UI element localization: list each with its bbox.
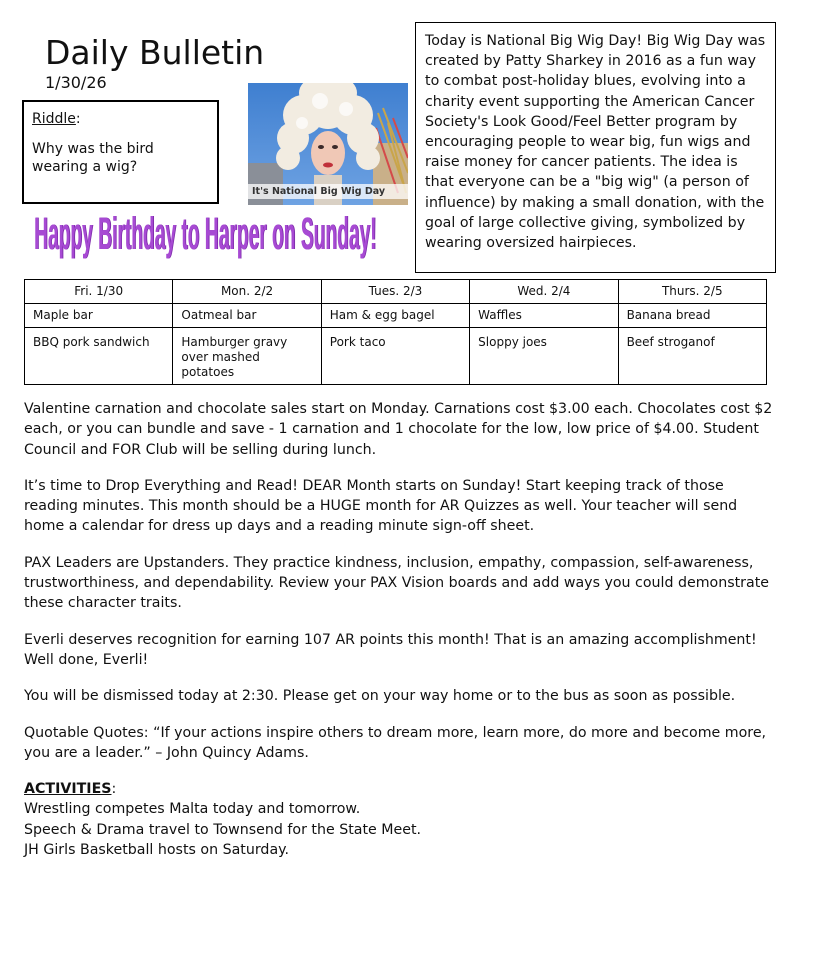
menu-cell: Oatmeal bar (173, 304, 321, 328)
menu-cell: Waffles (470, 304, 618, 328)
activities-heading: ACTIVITIES (24, 781, 112, 798)
activities-heading-colon: : (111, 781, 117, 798)
activities-section (24, 779, 776, 860)
announcement-paragraph: You will be dismissed today at 2:30. Please get on your way home or to the bus as soon as possible. (24, 688, 736, 705)
announcement-paragraph: It’s time to Drop Everything and Read! DEAR Month starts on Sunday! Start keeping track of those reading minutes. This month should be a HUGE month for AR Quizzes as well. Your teacher will send home a calendar for dress up days and a reading minute sign-off sheet. (24, 477, 738, 535)
photo-caption: It's National Big Wig Day (248, 184, 408, 199)
lunch-menu-table (24, 279, 767, 385)
activity-item: JH Girls Basketball hosts on Saturday. (24, 842, 290, 859)
activity-item: Speech & Drama travel to Townsend for the State Meet. (24, 821, 422, 838)
menu-breakfast-row (25, 304, 767, 328)
menu-cell: Ham & egg bagel (321, 304, 469, 328)
menu-header-row (25, 280, 767, 304)
menu-cell: Maple bar (25, 304, 173, 328)
announcement-paragraph: Everli deserves recognition for earning 107 AR points this month! That is an amazing accomplishment! Well done, Everli! (24, 631, 757, 668)
riddle-heading: Riddle (32, 111, 76, 127)
menu-day-header: Fri. 1/30 (25, 280, 173, 304)
announcement-paragraph: PAX Leaders are Upstanders. They practice kindness, inclusion, empathy, compassion, self-awareness, trustworthiness, and dependability. Review your PAX Vision boards and add ways you could demonstrate these character traits. (24, 554, 769, 612)
menu-lunch-row (25, 328, 767, 385)
big-wig-day-box: Today is National Big Wig Day! Big Wig Day was created by Patty Sharkey in 2016 as a fun way to combat post-holiday blues, evolving into a charity event supporting the American Cancer Society's Look Good/Feel Better program by encouraging people to wear big, fun wigs and raise money for cancer patients. The idea is that everyone can be a "big wig" (a person of influence) by making a small donation, with the goal of large collective giving, symbolized by wearing oversized hairpieces. (415, 22, 776, 273)
riddle-box (22, 100, 219, 204)
birthday-wordart: Happy Birthday to Harper on Sunday! (34, 209, 377, 261)
menu-day-header: Tues. 2/3 (321, 280, 469, 304)
riddle-heading-colon: : (75, 111, 81, 127)
menu-cell: Hamburger gravy over mashed potatoes (173, 328, 321, 385)
announcement-paragraph: Valentine carnation and chocolate sales start on Monday. Carnations cost $3.00 each. Chocolates cost $2 each, or you can bundle and save - 1 carnation and 1 chocolate for the low, low price of $4.00. Student Council and FOR Club will be selling during lunch. (24, 401, 773, 458)
menu-day-header: Thurs. 2/5 (618, 280, 766, 304)
menu-day-header: Mon. 2/2 (173, 280, 321, 304)
riddle-question: Why was the bird wearing a wig? (32, 141, 154, 175)
announcements (24, 399, 776, 860)
menu-day-header: Wed. 2/4 (470, 280, 618, 304)
bulletin-date: 1/30/26 (45, 73, 107, 92)
page-title: Daily Bulletin (45, 33, 265, 72)
menu-cell: Banana bread (618, 304, 766, 328)
big-wig-photo (248, 83, 408, 205)
announcement-paragraph: Quotable Quotes: “If your actions inspire others to dream more, learn more, do more and become more, you are a leader.” – John Quincy Adams. (24, 724, 767, 761)
menu-cell: Beef stroganof (618, 328, 766, 385)
menu-cell: Sloppy joes (470, 328, 618, 385)
activity-item: Wrestling competes Malta today and tomorrow. (24, 801, 361, 818)
menu-cell: Pork taco (321, 328, 469, 385)
menu-cell: BBQ pork sandwich (25, 328, 173, 385)
